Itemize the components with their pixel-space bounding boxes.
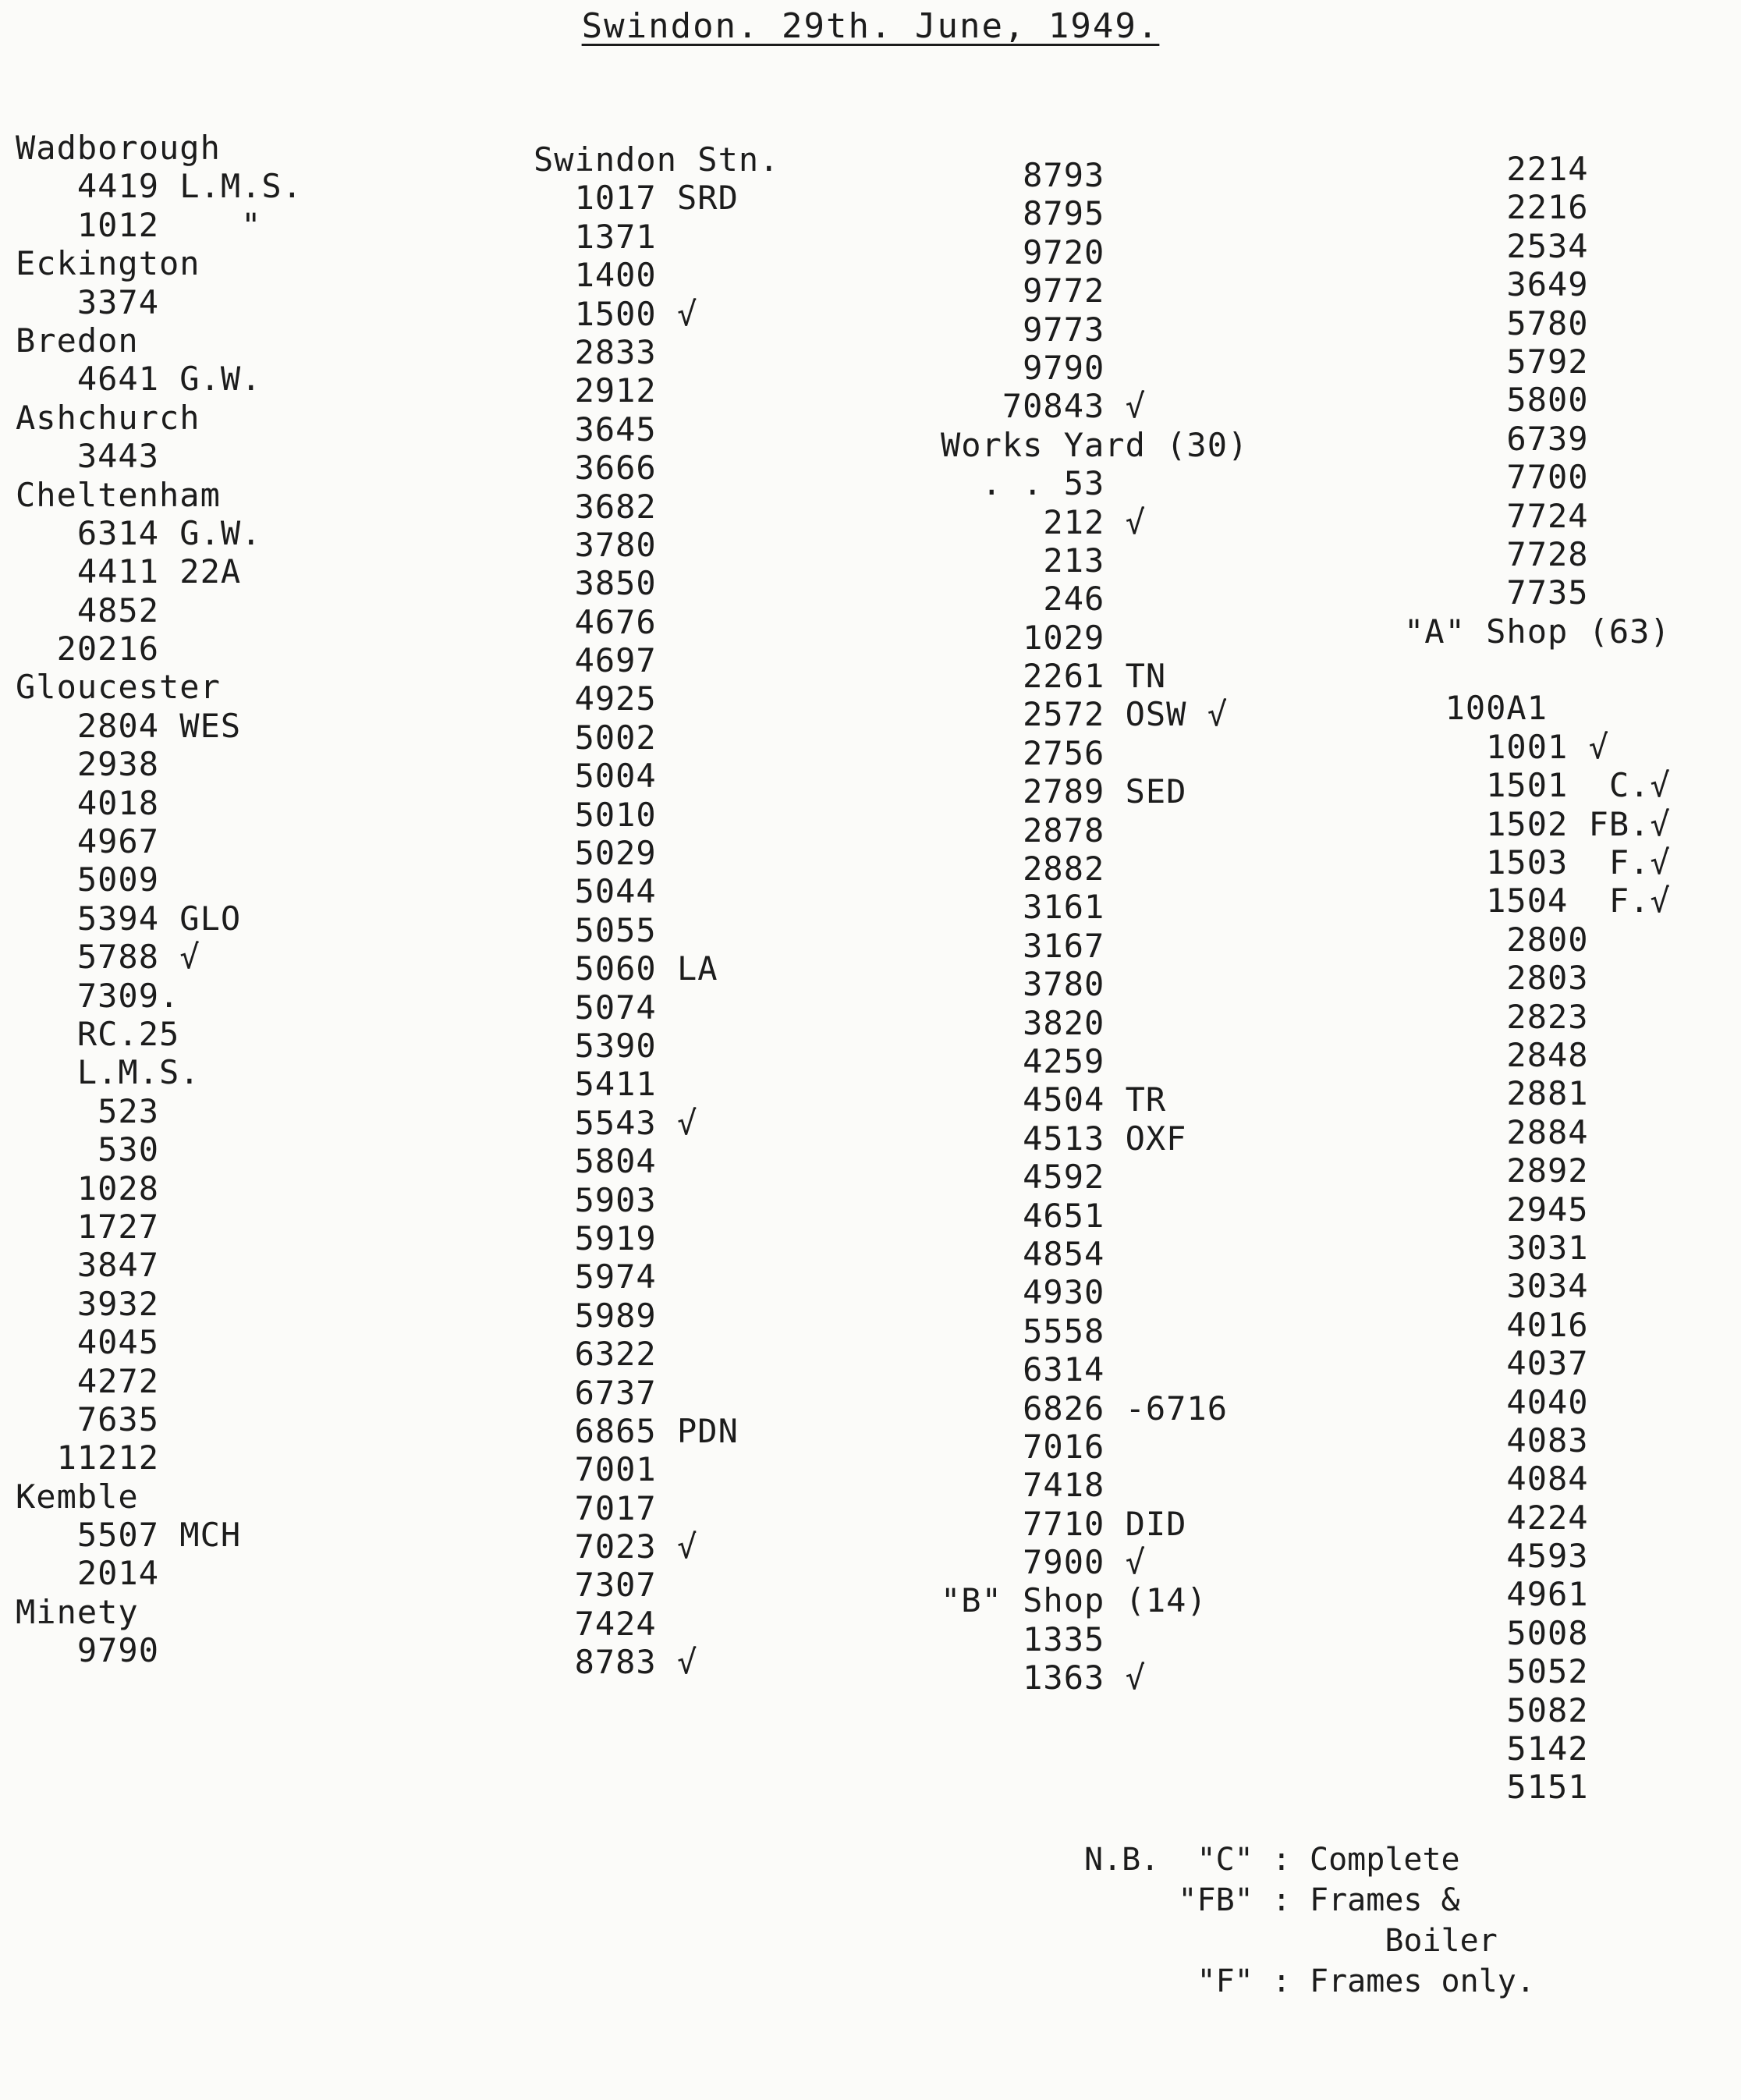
list-item: 7735 bbox=[1404, 573, 1589, 612]
list-item: 6865 PDN bbox=[534, 1411, 739, 1450]
list-item: 2216 bbox=[1404, 188, 1589, 227]
column-1 bbox=[16, 129, 303, 1670]
list-item: Wadborough bbox=[16, 129, 221, 167]
list-item: 2800 bbox=[1404, 920, 1589, 959]
list-item: 9772 bbox=[941, 271, 1105, 310]
list-item: 1727 bbox=[16, 1207, 160, 1246]
list-item: 7424 bbox=[534, 1604, 657, 1643]
list-item: 3932 bbox=[16, 1284, 160, 1323]
list-item: 4852 bbox=[16, 591, 160, 630]
list-item: 4961 bbox=[1404, 1575, 1589, 1614]
list-item: 1001 √ bbox=[1404, 727, 1609, 766]
list-item: 3443 bbox=[16, 437, 160, 476]
list-item: 1017 SRD bbox=[534, 179, 739, 218]
list-item: 212 √ bbox=[941, 502, 1146, 541]
list-item: 213 bbox=[941, 541, 1105, 580]
list-item: 5788 √ bbox=[16, 938, 200, 977]
list-item: 3820 bbox=[941, 1003, 1105, 1042]
list-item: 2756 bbox=[941, 733, 1105, 772]
list-item: 5792 bbox=[1404, 342, 1589, 381]
list-item: 2014 bbox=[16, 1554, 160, 1593]
list-item: 7307 bbox=[534, 1566, 657, 1605]
list-item: 5008 bbox=[1404, 1613, 1589, 1652]
list-item: 8793 bbox=[941, 156, 1105, 194]
list-item: 3682 bbox=[534, 487, 657, 526]
list-item: 5151 bbox=[1404, 1768, 1589, 1807]
list-item: 4641 G.W. bbox=[16, 360, 262, 399]
list-item: 3847 bbox=[16, 1246, 160, 1285]
list-item: 2884 bbox=[1404, 1112, 1589, 1151]
list-item: 4411 22A bbox=[16, 552, 242, 591]
column-4 bbox=[1404, 150, 1671, 1807]
list-item: 6739 bbox=[1404, 419, 1589, 458]
list-item: 1504 F.√ bbox=[1404, 882, 1671, 921]
list-item: 2892 bbox=[1404, 1151, 1589, 1190]
list-item: 6314 G.W. bbox=[16, 513, 262, 552]
list-item: 4854 bbox=[941, 1234, 1105, 1273]
list-item: 2789 SED bbox=[941, 772, 1187, 811]
list-item: 4045 bbox=[16, 1323, 160, 1362]
list-item: 5044 bbox=[534, 872, 657, 911]
list-item: 4037 bbox=[1404, 1344, 1589, 1383]
page-title-text: Swindon. 29th. June, 1949. bbox=[581, 6, 1160, 46]
list-item: 7728 bbox=[1404, 534, 1589, 573]
list-item: 4651 bbox=[941, 1196, 1105, 1235]
list-item: 7724 bbox=[1404, 496, 1589, 535]
list-item: 2534 bbox=[1404, 226, 1589, 265]
list-item: 1363 √ bbox=[941, 1658, 1146, 1697]
list-item: 5074 bbox=[534, 988, 657, 1027]
list-item: 2938 bbox=[16, 745, 160, 784]
list-item: 1500 √ bbox=[534, 294, 698, 333]
list-item: 8783 √ bbox=[534, 1643, 698, 1682]
list-item: 9720 bbox=[941, 232, 1105, 271]
list-item: 3374 bbox=[16, 282, 160, 321]
list-item: 4593 bbox=[1404, 1537, 1589, 1576]
list-item: 3850 bbox=[534, 564, 657, 603]
list-item: Gloucester bbox=[16, 668, 221, 707]
list-item: 5009 bbox=[16, 860, 160, 899]
list-item: Works Yard (30) bbox=[941, 425, 1249, 464]
note-line: N.B. "C" : Complete bbox=[1084, 1842, 1460, 1878]
list-item: 4016 bbox=[1404, 1305, 1589, 1344]
list-item: 1502 FB.√ bbox=[1404, 804, 1671, 843]
list-item: 3645 bbox=[534, 410, 657, 449]
list-item: 7023 √ bbox=[534, 1527, 698, 1566]
list-item: 5390 bbox=[534, 1026, 657, 1065]
list-item: 2214 bbox=[1404, 150, 1589, 188]
list-item: 3780 bbox=[534, 525, 657, 564]
list-item: 523 bbox=[16, 1091, 160, 1130]
list-item: 4224 bbox=[1404, 1498, 1589, 1537]
list-item bbox=[1404, 651, 1671, 689]
list-item: 3649 bbox=[1404, 265, 1589, 304]
list-item: 2945 bbox=[1404, 1190, 1589, 1229]
list-item: 5029 bbox=[534, 834, 657, 873]
list-item: 1012 " bbox=[16, 205, 262, 244]
list-item: 2261 TN bbox=[941, 657, 1167, 696]
list-item: 7635 bbox=[16, 1399, 160, 1438]
key-note bbox=[1084, 1839, 1535, 2002]
list-item: 7001 bbox=[534, 1450, 657, 1489]
list-item: Swindon Stn. bbox=[534, 140, 780, 179]
list-item: 530 bbox=[16, 1130, 160, 1169]
list-item: 4697 bbox=[534, 641, 657, 680]
list-item: 5780 bbox=[1404, 303, 1589, 342]
list-item: 1028 bbox=[16, 1169, 160, 1208]
list-item: Kemble bbox=[16, 1477, 139, 1516]
list-item: 7710 DID bbox=[941, 1504, 1187, 1543]
list-item: 1501 C.√ bbox=[1404, 766, 1671, 805]
list-item: 4967 bbox=[16, 822, 160, 861]
list-item: 5507 MCH bbox=[16, 1516, 242, 1555]
list-item: 7700 bbox=[1404, 458, 1589, 497]
column-2 bbox=[534, 140, 779, 1682]
list-item: 8795 bbox=[941, 194, 1105, 233]
list-item: 5804 bbox=[534, 1142, 657, 1181]
list-item: 5055 bbox=[534, 910, 657, 949]
list-item: 5558 bbox=[941, 1311, 1105, 1350]
list-item: Eckington bbox=[16, 244, 200, 283]
list-item: 2803 bbox=[1404, 959, 1589, 998]
list-item: 4259 bbox=[941, 1041, 1105, 1080]
list-item: 1335 bbox=[941, 1619, 1105, 1658]
list-item: "B" Shop (14) bbox=[941, 1581, 1207, 1620]
list-item: 4504 TR bbox=[941, 1080, 1167, 1119]
list-item: 2823 bbox=[1404, 997, 1589, 1036]
list-item: Ashchurch bbox=[16, 398, 200, 437]
list-item: 3031 bbox=[1404, 1228, 1589, 1267]
list-item: RC.25 bbox=[16, 1014, 180, 1053]
list-item: 6314 bbox=[941, 1350, 1105, 1389]
note-line: "F" : Frames only. bbox=[1084, 1963, 1535, 1999]
list-item: 5060 LA bbox=[534, 949, 718, 988]
list-item: 1371 bbox=[534, 217, 657, 256]
list-item: 5004 bbox=[534, 757, 657, 796]
list-item: 5974 bbox=[534, 1258, 657, 1297]
list-item: 5903 bbox=[534, 1180, 657, 1219]
list-item: 2572 OSW √ bbox=[941, 695, 1229, 734]
list-item: 4592 bbox=[941, 1158, 1105, 1197]
list-item: 1503 F.√ bbox=[1404, 843, 1671, 882]
note-line: Boiler bbox=[1084, 1923, 1498, 1959]
list-item: 5052 bbox=[1404, 1652, 1589, 1691]
list-item: 6737 bbox=[534, 1373, 657, 1412]
list-item: 1029 bbox=[941, 618, 1105, 657]
page-title bbox=[0, 6, 1741, 46]
list-item: 9790 bbox=[16, 1631, 160, 1670]
list-item: 11212 bbox=[16, 1438, 160, 1477]
list-item: 7418 bbox=[941, 1466, 1105, 1505]
list-item: 4084 bbox=[1404, 1460, 1589, 1499]
list-item: 4272 bbox=[16, 1361, 160, 1400]
list-item: L.M.S. bbox=[16, 1053, 200, 1092]
list-item: 2878 bbox=[941, 811, 1105, 850]
list-item: 6322 bbox=[534, 1335, 657, 1374]
column-3 bbox=[941, 156, 1248, 1697]
list-item: 3034 bbox=[1404, 1267, 1589, 1306]
list-item: 3161 bbox=[941, 888, 1105, 927]
list-item: 5543 √ bbox=[534, 1103, 698, 1142]
list-item: 9790 bbox=[941, 348, 1105, 387]
list-item: 5919 bbox=[534, 1218, 657, 1258]
list-item: 2881 bbox=[1404, 1074, 1589, 1113]
list-item: 246 bbox=[941, 580, 1105, 619]
list-item: 3666 bbox=[534, 449, 657, 488]
list-item: 9773 bbox=[941, 310, 1105, 349]
list-item: 20216 bbox=[16, 630, 160, 669]
list-item: 7309. bbox=[16, 976, 180, 1015]
list-item: Bredon bbox=[16, 321, 139, 360]
list-item: 5142 bbox=[1404, 1729, 1589, 1768]
list-item: 5010 bbox=[534, 795, 657, 834]
list-item: 7900 √ bbox=[941, 1543, 1146, 1582]
list-item: 2912 bbox=[534, 371, 657, 410]
list-item: 7016 bbox=[941, 1427, 1105, 1466]
list-item: 5394 GLO bbox=[16, 899, 242, 938]
list-item: Cheltenham bbox=[16, 475, 221, 514]
list-item: 2833 bbox=[534, 332, 657, 371]
list-item: 6826 -6716 bbox=[941, 1389, 1229, 1428]
list-item: 5411 bbox=[534, 1065, 657, 1104]
list-item: 100A1 bbox=[1404, 689, 1548, 728]
list-item: 5082 bbox=[1404, 1690, 1589, 1729]
list-item: 5989 bbox=[534, 1296, 657, 1335]
list-item: . . 53 bbox=[941, 464, 1105, 503]
list-item: 4925 bbox=[534, 679, 657, 718]
list-item: 2848 bbox=[1404, 1035, 1589, 1074]
list-item: 1400 bbox=[534, 256, 657, 295]
list-item: 3167 bbox=[941, 926, 1105, 965]
note-line: "FB" : Frames & bbox=[1084, 1882, 1460, 1918]
list-item: 7017 bbox=[534, 1488, 657, 1527]
list-item: 5002 bbox=[534, 718, 657, 757]
list-item: 2882 bbox=[941, 850, 1105, 889]
list-item: 4419 L.M.S. bbox=[16, 167, 303, 206]
list-item: 3780 bbox=[941, 965, 1105, 1004]
list-item: 4676 bbox=[534, 602, 657, 641]
list-item: Minety bbox=[16, 1592, 139, 1631]
list-item: 5800 bbox=[1404, 381, 1589, 420]
list-item: 2804 WES bbox=[16, 706, 242, 745]
list-item: 4040 bbox=[1404, 1382, 1589, 1421]
list-item: 4018 bbox=[16, 783, 160, 822]
list-item: "A" Shop (63) bbox=[1404, 612, 1671, 651]
list-item: 4083 bbox=[1404, 1421, 1589, 1460]
list-item: 4930 bbox=[941, 1273, 1105, 1312]
list-item: 70843 √ bbox=[941, 387, 1146, 426]
list-item: 4513 OXF bbox=[941, 1119, 1187, 1158]
